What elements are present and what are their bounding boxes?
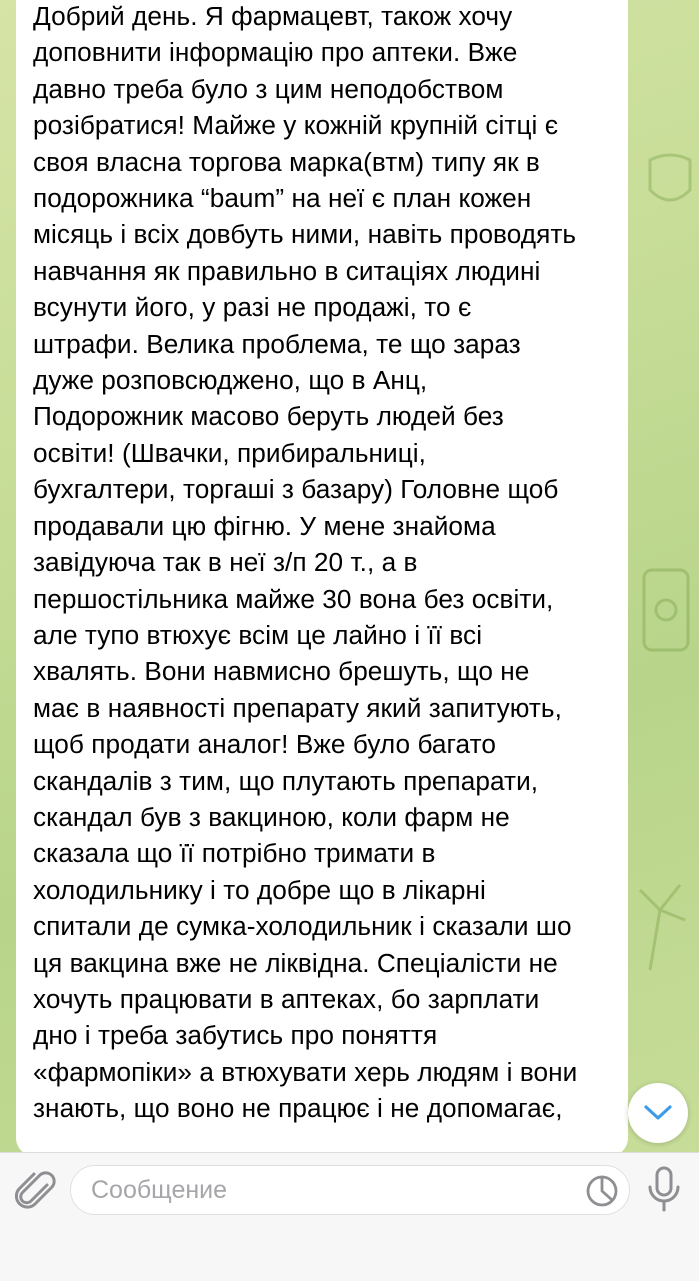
paperclip-icon	[14, 1166, 56, 1212]
chevron-down-icon	[643, 1104, 673, 1122]
wallpaper-doodle-icon	[640, 150, 699, 230]
scroll-down-button[interactable]	[628, 1083, 688, 1143]
sticker-icon	[585, 1174, 619, 1208]
message-field[interactable]	[70, 1165, 630, 1215]
message-text: Добрий день. Я фармацевт, також хочу доповнити інформацію про аптеки. Вже давно треба було з цим неподобством розібратися! Майже у кожній крупній сітці є своя власна торгова марка(втм) типу як в подорожника “baum” на неї є план кожен місяць і всіх довбуть ними, навіть проводять навчання як правильно в ситаціях людині всунути його, у разі не продажі, то є штрафи. Велика проблема, те що зараз дуже розповсюджено, що в Анц, Подорожник масово беруть людей без освіти! (Швачки, прибиральниці, бухгалтери, торгаші з базару) Головне щоб продавали цю фігню. У мене знайома завідуюча так в неї з/п 20 т., а в першостільника майже 30 вона без освіти, але тупо втюхує всім це лайно і її всі хвалять. Вони навмисно брешуть, що не має в наявності препарату який запитують, щоб продати аналог! Вже було багато скандалів з тим, що плутають препарати, скандал був з вакциною, коли фарм не сказала що її потрібно тримати в холодильнику і то добре що в лікарні спитали де сумка-холодильник і сказали шо ця вакцина вже не ліквідна. Спеціалісти не хочуть працювати в аптеках, бо зарплати дно і треба забутись про поняття «фармопіки» а втюхувати херь людям і вони знають, що воно не працює і не допомагає,	[33, 1, 578, 1124]
message-bubble[interactable]	[16, 0, 628, 1152]
sticker-button[interactable]	[585, 1174, 619, 1208]
attach-button[interactable]	[14, 1166, 56, 1212]
message-input-bar	[0, 1152, 699, 1281]
microphone-button[interactable]	[645, 1165, 683, 1215]
wallpaper-doodle-icon	[630, 860, 699, 980]
microphone-icon	[645, 1165, 683, 1215]
wallpaper-doodle-icon	[632, 560, 699, 670]
message-input[interactable]	[91, 1166, 571, 1214]
